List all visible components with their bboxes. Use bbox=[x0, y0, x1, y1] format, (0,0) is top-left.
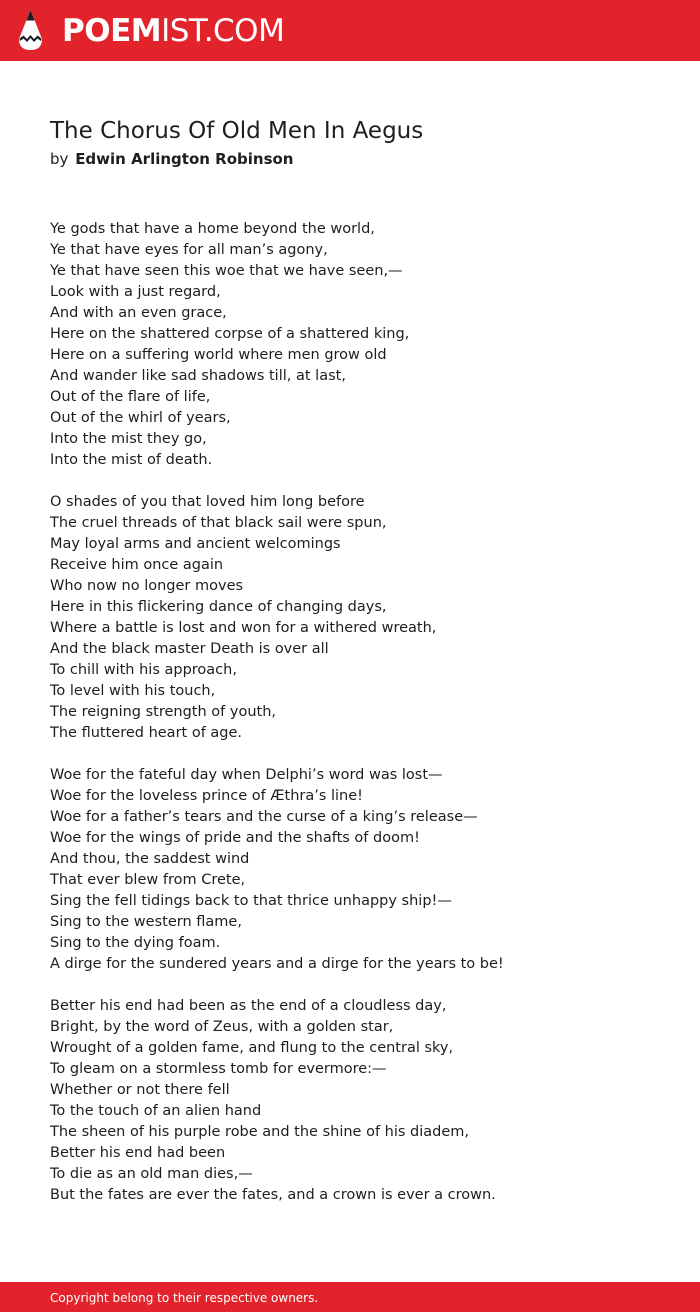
poem-line: Where a battle is lost and won for a withered wreath, bbox=[50, 620, 437, 636]
poem-line: Woe for the loveless prince of Æthra’s line! bbox=[50, 788, 363, 804]
poem-line: Sing to the western flame, bbox=[50, 914, 242, 930]
poem-line: Receive him once again bbox=[50, 557, 224, 573]
poem-line: Sing to the dying foam. bbox=[50, 935, 221, 951]
poem-line: Who now no longer moves bbox=[50, 578, 244, 594]
site-footer bbox=[0, 1282, 700, 1312]
poem-line: And with an even grace, bbox=[50, 305, 227, 321]
poem-line: To chill with his approach, bbox=[50, 662, 237, 678]
poem-stanza bbox=[50, 492, 670, 744]
byline bbox=[50, 148, 293, 170]
poem-line: And wander like sad shadows till, at last, bbox=[50, 368, 346, 384]
poem-line: Whether or not there fell bbox=[50, 1082, 230, 1098]
poem-line: Woe for the wings of pride and the shafts of doom! bbox=[50, 830, 420, 846]
poem-line: Ye that have eyes for all man’s agony, bbox=[50, 242, 328, 258]
poem-line: But the fates are ever the fates, and a crown is ever a crown. bbox=[50, 1187, 496, 1203]
poem-line: Woe for a father’s tears and the curse of a king’s release— bbox=[50, 809, 478, 825]
poem-line: Into the mist they go, bbox=[50, 431, 207, 447]
poem-line: The reigning strength of youth, bbox=[50, 704, 276, 720]
poem-body bbox=[50, 219, 670, 1227]
poem-line: Sing the fell tidings back to that thrice unhappy ship!— bbox=[50, 893, 452, 909]
poem-line: The sheen of his purple robe and the shine of his diadem, bbox=[50, 1124, 470, 1140]
poem-line: Better his end had been as the end of a cloudless day, bbox=[50, 998, 447, 1014]
logo-light-text: IST.COM bbox=[161, 13, 285, 49]
pencil-icon[interactable] bbox=[17, 9, 44, 52]
site-logo[interactable] bbox=[62, 11, 284, 51]
poem-stanza bbox=[50, 996, 670, 1206]
poem-line: O shades of you that loved him long before bbox=[50, 494, 365, 510]
poem-line: To gleam on a stormless tomb for evermore:— bbox=[50, 1061, 387, 1077]
poem-line: Look with a just regard, bbox=[50, 284, 221, 300]
poem-line: Woe for the fateful day when Delphi’s word was lost— bbox=[50, 767, 443, 783]
poem-title: The Chorus Of Old Men In Aegus bbox=[50, 118, 424, 144]
poem-line: Wrought of a golden fame, and flung to the central sky, bbox=[50, 1040, 454, 1056]
poem-stanza bbox=[50, 765, 670, 975]
poem-line: Out of the whirl of years, bbox=[50, 410, 231, 426]
poem-line: A dirge for the sundered years and a dirge for the years to be! bbox=[50, 956, 504, 972]
poem-line: To die as an old man dies,— bbox=[50, 1166, 253, 1182]
logo-bold-text: POEM bbox=[62, 13, 162, 49]
poem-line: To level with his touch, bbox=[50, 683, 216, 699]
copyright-text: Copyright belong to their respective owners. bbox=[50, 1291, 319, 1305]
poem-line: Here on a suffering world where men grow old bbox=[50, 347, 387, 363]
poem-line: The fluttered heart of age. bbox=[50, 725, 243, 741]
poem-line: May loyal arms and ancient welcomings bbox=[50, 536, 341, 552]
poem-line: To the touch of an alien hand bbox=[50, 1103, 262, 1119]
poem-line: Ye that have seen this woe that we have seen,— bbox=[50, 263, 403, 279]
poem-line: That ever blew from Crete, bbox=[50, 872, 246, 888]
by-label: by bbox=[50, 150, 69, 168]
poem-line: The cruel threads of that black sail were spun, bbox=[50, 515, 387, 531]
poem-line: And thou, the saddest wind bbox=[50, 851, 250, 867]
poem-line: Here in this flickering dance of changing days, bbox=[50, 599, 387, 615]
poem-line: Here on the shattered corpse of a shattered king, bbox=[50, 326, 410, 342]
poem-stanza bbox=[50, 219, 670, 471]
poem-line: Bright, by the word of Zeus, with a golden star, bbox=[50, 1019, 394, 1035]
author-name: Edwin Arlington Robinson bbox=[75, 150, 294, 168]
poem-line: Better his end had been bbox=[50, 1145, 226, 1161]
site-header bbox=[0, 0, 700, 61]
poem-line: Ye gods that have a home beyond the world, bbox=[50, 221, 375, 237]
poem-line: And the black master Death is over all bbox=[50, 641, 329, 657]
poem-line: Out of the flare of life, bbox=[50, 389, 211, 405]
poem-line: Into the mist of death. bbox=[50, 452, 213, 468]
